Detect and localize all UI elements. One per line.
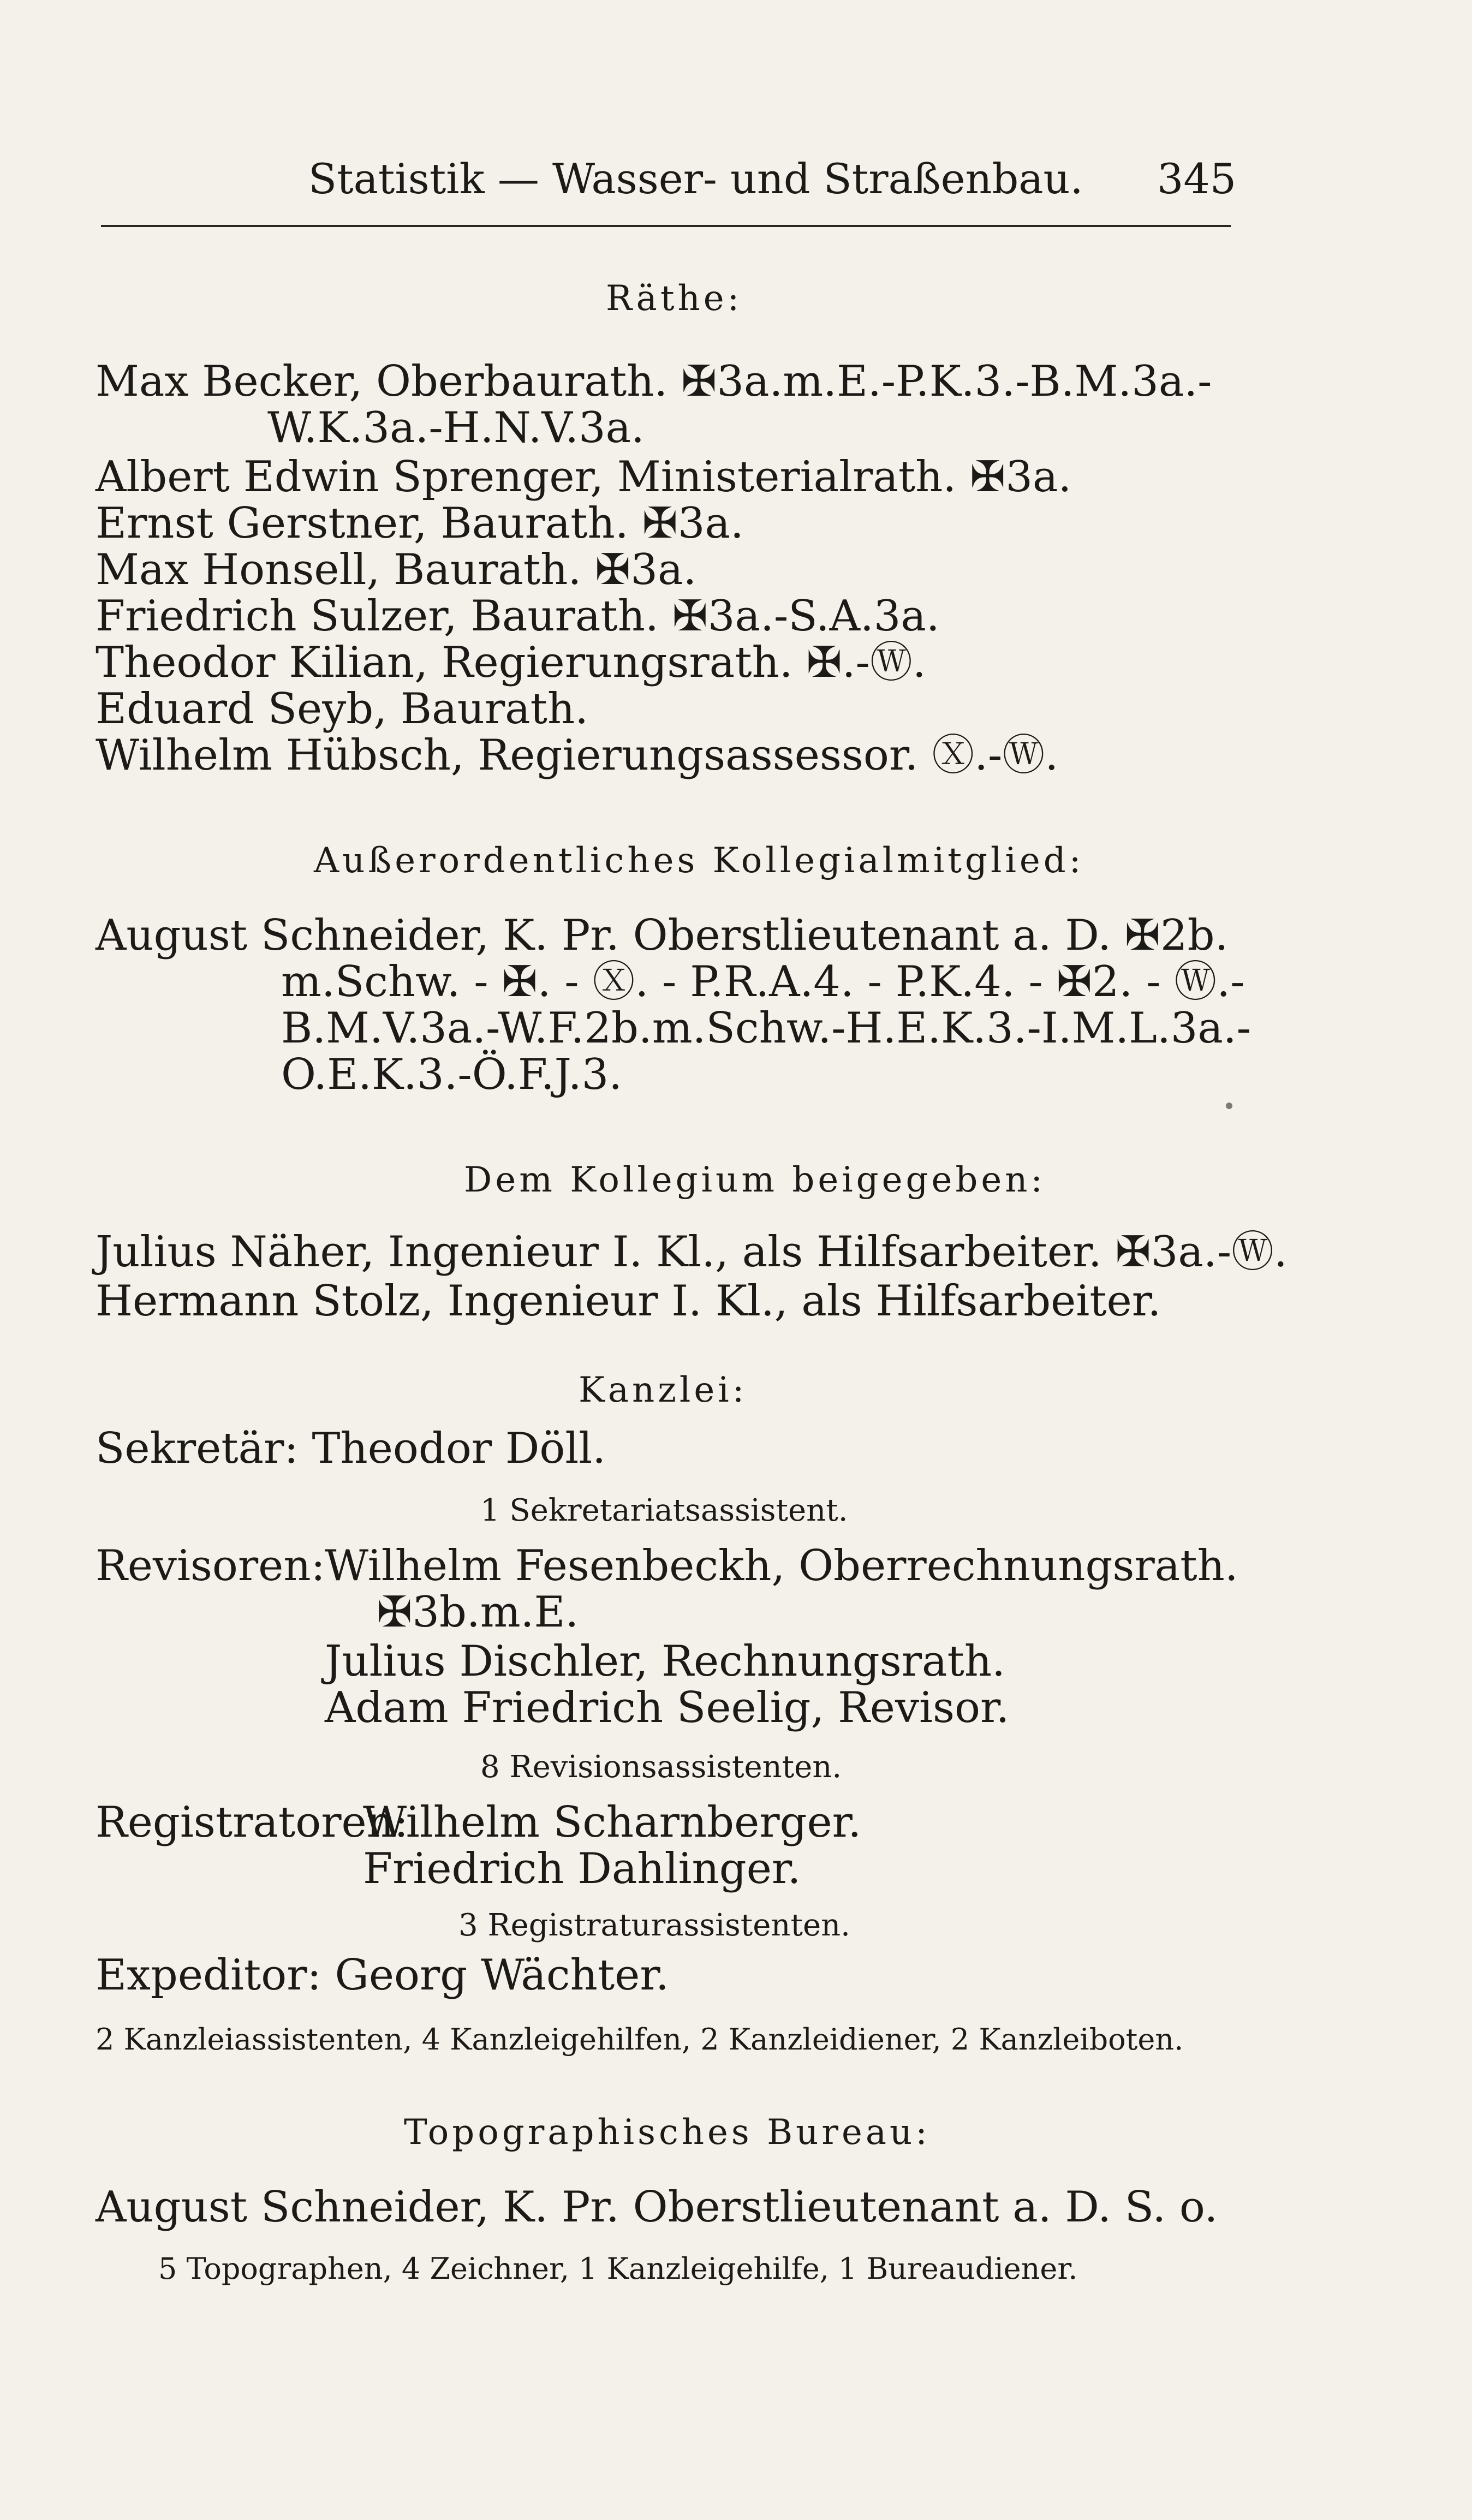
entry-line: Max Honsell, Baurath. ✠3a. — [96, 545, 697, 594]
entry-line: Albert Edwin Sprenger, Ministerialrath. ✠3a. — [96, 452, 1072, 502]
revisor-line: ✠3b.m.E. — [377, 1588, 579, 1637]
entry-line: Max Becker, Oberbaurath. ✠3a.m.E.-P.K.3.-B.M.3a.- — [96, 357, 1212, 406]
registratoren-label: Registratoren: — [96, 1798, 409, 1847]
section-heading-beigegeben: Dem Kollegium beigegeben: — [464, 1160, 1046, 1200]
entry-line: m.Schw. - ✠. - Ⓧ. - P.R.A.4. - P.K.4. - ✠2. - Ⓦ.- — [281, 957, 1245, 1006]
section-heading-kanzlei: Kanzlei: — [579, 1370, 748, 1410]
sekretaer-line: Sekretär: Theodor Döll. — [96, 1424, 606, 1473]
kanzlei-staff-note: 2 Kanzleiassistenten, 4 Kanzleigehilfen, 2 Kanzleidiener, 2 Kanzleiboten. — [96, 2022, 1184, 2057]
entry-line: Hermann Stolz, Ingenieur I. Kl., als Hilfsarbeiter. — [96, 1277, 1161, 1326]
entry-line: Theodor Kilian, Regierungsrath. ✠.-Ⓦ. — [96, 638, 926, 687]
entry-line: August Schneider, K. Pr. Oberstlieutenant a. D. ✠2b. — [96, 911, 1229, 960]
entry-line: August Schneider, K. Pr. Oberstlieutenant a. D. S. o. — [96, 2183, 1218, 2232]
page-header-title: Statistik — Wasser- und Straßenbau. — [308, 154, 1083, 203]
entry-line: B.M.V.3a.-W.F.2b.m.Schw.-H.E.K.3.-I.M.L.3a.- — [281, 1004, 1252, 1053]
section-heading-kollegialmitglied: Außerordentliches Kollegialmitglied: — [314, 841, 1084, 881]
registrator-line: Friedrich Dahlinger. — [363, 1844, 801, 1893]
entry-line: Julius Näher, Ingenieur I. Kl., als Hilfsarbeiter. ✠3a.-Ⓦ. — [96, 1228, 1288, 1277]
revisor-line: Wilhelm Fesenbeckh, Oberrechnungsrath. — [325, 1541, 1238, 1590]
expeditor-line: Expeditor: Georg Wächter. — [96, 1951, 669, 2000]
sekretariat-note: 1 Sekretariatsassistent. — [480, 1493, 848, 1528]
entry-line: O.E.K.3.-Ö.F.J.3. — [281, 1050, 623, 1099]
entry-line: Ernst Gerstner, Baurath. ✠3a. — [96, 499, 744, 548]
section-heading-raethe: Räthe: — [606, 278, 743, 319]
revisor-line: Adam Friedrich Seelig, Revisor. — [325, 1683, 1010, 1732]
entry-line: Eduard Seyb, Baurath. — [96, 684, 589, 734]
paper-speck — [1226, 1103, 1232, 1109]
registratur-note: 3 Registraturassistenten. — [458, 1908, 850, 1943]
registrator-line: Wilhelm Scharnberger. — [363, 1798, 862, 1847]
bureau-staff-note: 5 Topographen, 4 Zeichner, 1 Kanzleigehilfe, 1 Bureaudiener. — [158, 2251, 1078, 2286]
page-number: 345 — [1157, 154, 1237, 203]
revision-note: 8 Revisionsassistenten. — [480, 1749, 842, 1785]
section-heading-topographisches-bureau: Topographisches Bureau: — [404, 2112, 931, 2153]
header-rule — [101, 225, 1231, 227]
entry-line: Wilhelm Hübsch, Regierungsassessor. Ⓧ.-Ⓦ. — [96, 731, 1059, 780]
entry-line: Friedrich Sulzer, Baurath. ✠3a.-S.A.3a. — [96, 592, 940, 641]
revisoren-label: Revisoren: — [96, 1541, 325, 1590]
entry-line: W.K.3a.-H.N.V.3a. — [267, 403, 645, 452]
revisor-line: Julius Dischler, Rechnungsrath. — [325, 1637, 1005, 1686]
